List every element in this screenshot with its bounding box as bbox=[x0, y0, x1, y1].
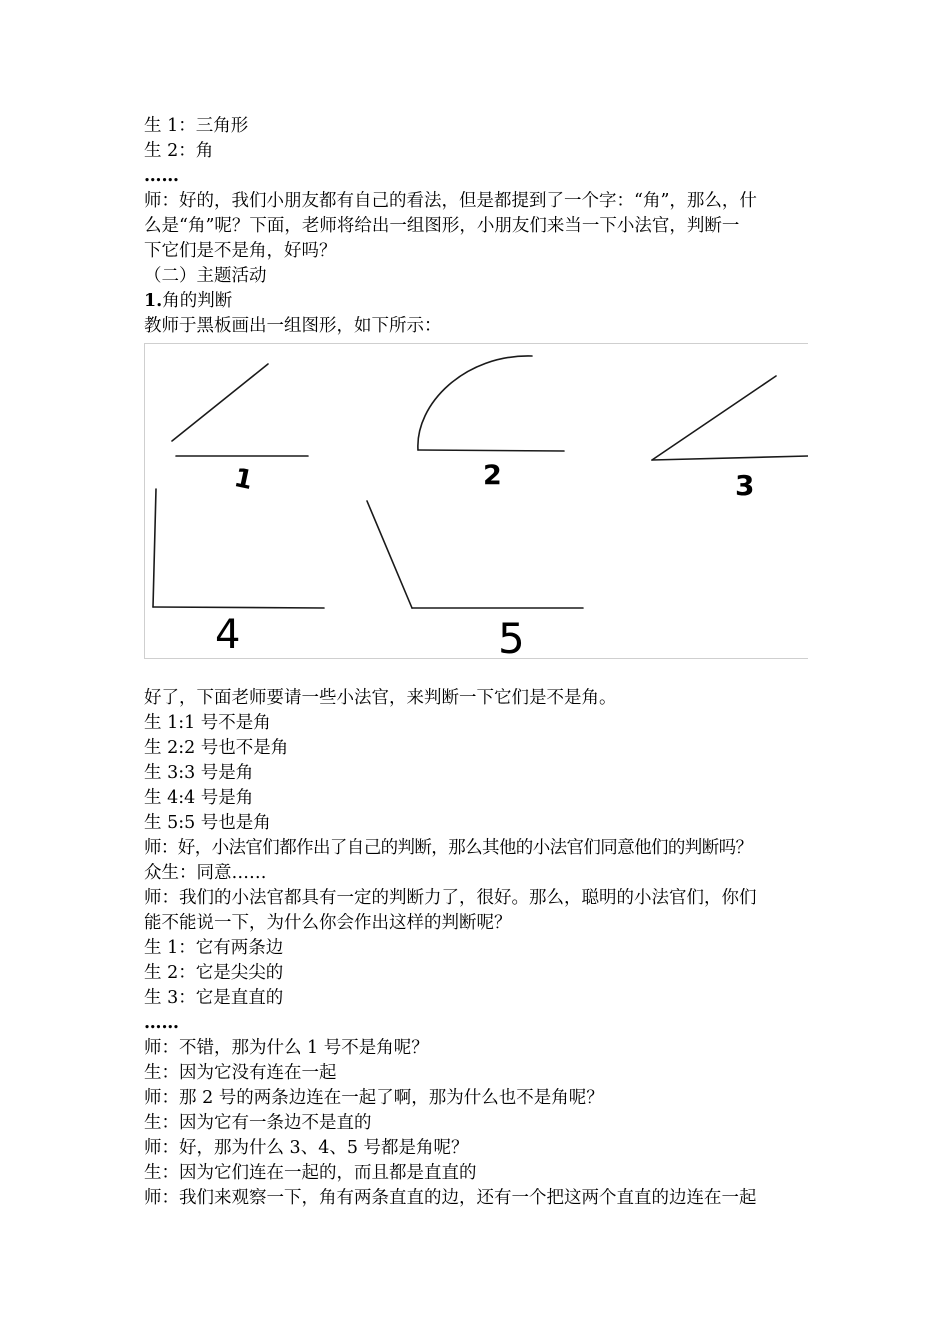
figure-2-curved-side bbox=[418, 356, 532, 450]
subsection-number: 1. bbox=[144, 291, 163, 311]
figure-intro: 教师于黑板画出一组图形，如下所示： bbox=[144, 316, 442, 336]
figure-4-horizontal-side bbox=[153, 607, 324, 608]
section-heading-main-activity: （二）主题活动 bbox=[144, 266, 267, 286]
paragraph: 生 5:5 号也是角 bbox=[144, 813, 271, 833]
paragraph: 能不能说一下，为什么你会作出这样的判断呢？ bbox=[144, 913, 512, 933]
paragraph: 师：那 2 号的两条边连在一起了啊，那为什么也不是角呢？ bbox=[144, 1088, 604, 1108]
figure-label-4: 4 bbox=[215, 612, 241, 658]
paragraph: 生 4:4 号是角 bbox=[144, 788, 254, 808]
paragraph: 众生：同意…… bbox=[144, 863, 267, 883]
paragraph: 生 1：它有两条边 bbox=[144, 938, 284, 958]
paragraph: 生 2：角 bbox=[144, 141, 214, 161]
figure-3-upper-side bbox=[652, 376, 776, 460]
paragraph: 生：因为它有一条边不是直的 bbox=[144, 1113, 372, 1133]
paragraph: 师：好，小法官们都作出了自己的判断，那么其他的小法官们同意他们的判断吗？ bbox=[144, 838, 753, 858]
figure-3-lower-side bbox=[652, 456, 808, 460]
paragraph: 生：因为它没有连在一起 bbox=[144, 1063, 337, 1083]
figure-5-slanted-side bbox=[367, 501, 412, 608]
paragraph: 生 1：三角形 bbox=[144, 116, 249, 136]
figure-label-2: 2 bbox=[483, 460, 502, 491]
subsection-heading bbox=[144, 289, 814, 313]
paragraph: 生：因为它们连在一起的，而且都是直直的 bbox=[144, 1163, 477, 1183]
paragraph: 师：我们来观察一下，角有两条直直的边，还有一个把这两个直直的边连在一起 bbox=[144, 1188, 757, 1208]
figure-2-straight-side bbox=[418, 450, 564, 451]
paragraph: 生 3:3 号是角 bbox=[144, 763, 254, 783]
paragraph: 下它们是不是角，好吗？ bbox=[144, 241, 337, 261]
paragraph: 师：不错，那为什么 1 号不是角呢？ bbox=[144, 1038, 429, 1058]
angle-figures-drawing bbox=[145, 344, 808, 658]
figure-1-slanted-line bbox=[172, 364, 268, 441]
figure-4-vertical-side bbox=[153, 489, 156, 607]
paragraph: 师：好的，我们小朋友都有自己的看法，但是都提到了一个字：“角”，那么，什 bbox=[144, 191, 757, 211]
ellipsis-line: …… bbox=[144, 1013, 179, 1033]
paragraph: 生 1:1 号不是角 bbox=[144, 713, 271, 733]
paragraph: 师：我们的小法官都具有一定的判断力了，很好。那么，聪明的小法官们，你们 bbox=[144, 888, 757, 908]
paragraph: 生 3：它是直直的 bbox=[144, 988, 284, 1008]
paragraph: 生 2:2 号也不是角 bbox=[144, 738, 289, 758]
paragraph: 生 2：它是尖尖的 bbox=[144, 963, 284, 983]
subsection-title: 角的判断 bbox=[162, 291, 233, 311]
paragraph: 师：好，那为什么 3、4、5 号都是角呢？ bbox=[144, 1138, 469, 1158]
paragraph: 么是“角”呢？下面，老师将给出一组图形，小朋友们来当一下小法官，判断一 bbox=[144, 216, 740, 236]
angle-figures-image bbox=[144, 343, 808, 659]
figure-label-5: 5 bbox=[498, 614, 525, 658]
paragraph: 好了，下面老师要请一些小法官，来判断一下它们是不是角。 bbox=[144, 688, 617, 708]
figure-label-1: 1 bbox=[231, 463, 256, 497]
figure-label-3: 3 bbox=[735, 469, 755, 502]
ellipsis-line: …… bbox=[144, 166, 179, 186]
